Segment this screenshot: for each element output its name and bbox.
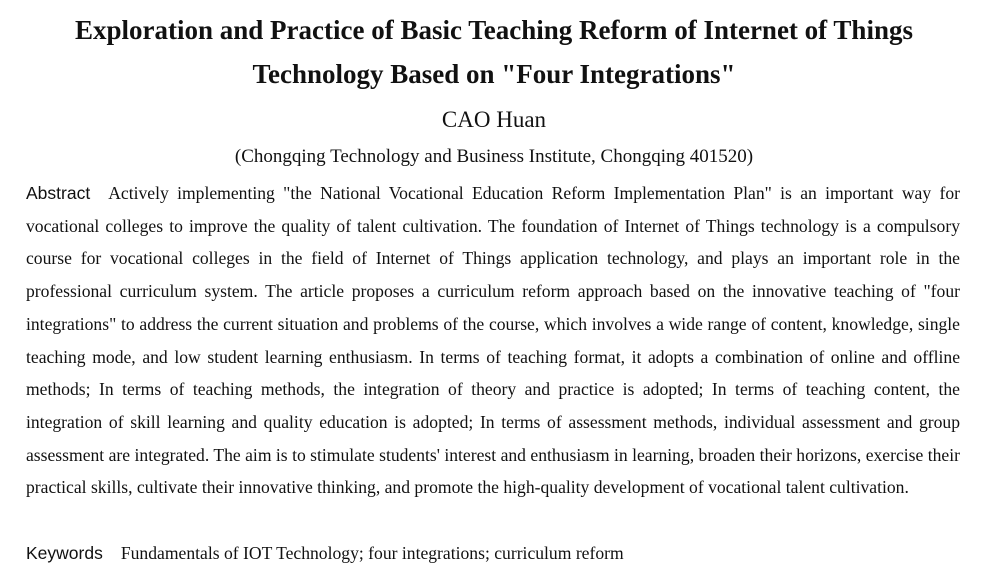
keywords-line [26, 537, 624, 569]
keywords-text: Fundamentals of IOT Technology; four integrations; curriculum reform [120, 543, 624, 563]
keywords-label: Keywords [26, 543, 103, 563]
abstract-label: Abstract [26, 183, 91, 203]
paper-title: Exploration and Practice of Basic Teaching Reform of Internet of Things Technology Based on "Four Integrations" [75, 15, 913, 89]
abstract-paragraph [26, 177, 960, 504]
author-name: CAO Huan [441, 107, 547, 132]
author-affiliation: (Chongqing Technology and Business Institute, Chongqing 401520) [234, 146, 754, 167]
abstract-text: Actively implementing "the National Vocational Education Reform Implementation Plan" is an important way for vocational colleges to improve the quality of talent cultivation. The foundation of Internet of Things technology is a compulsory course for vocational colleges in the field of Internet of Things application technology, and plays an important role in the professional curriculum system. The article proposes a curriculum reform approach based on the innovative teaching of "four integrations" to address the current situation and problems of the course, which involves a wide range of content, knowledge, single teaching mode, and low student learning enthusiasm. In terms of teaching format, it adopts a combination of online and offline methods; In terms of teaching methods, the integration of theory and practice is adopted; In terms of teaching content, the integration of skill learning and quality education is adopted; In terms of assessment methods, individual assessment and group assessment are integrated. The aim is to stimulate students' interest and enthusiasm in learning, broaden their horizons, exercise their practical skills, cultivate their innovative thinking, and promote the high-quality development of vocational talent cultivation. [26, 183, 960, 498]
